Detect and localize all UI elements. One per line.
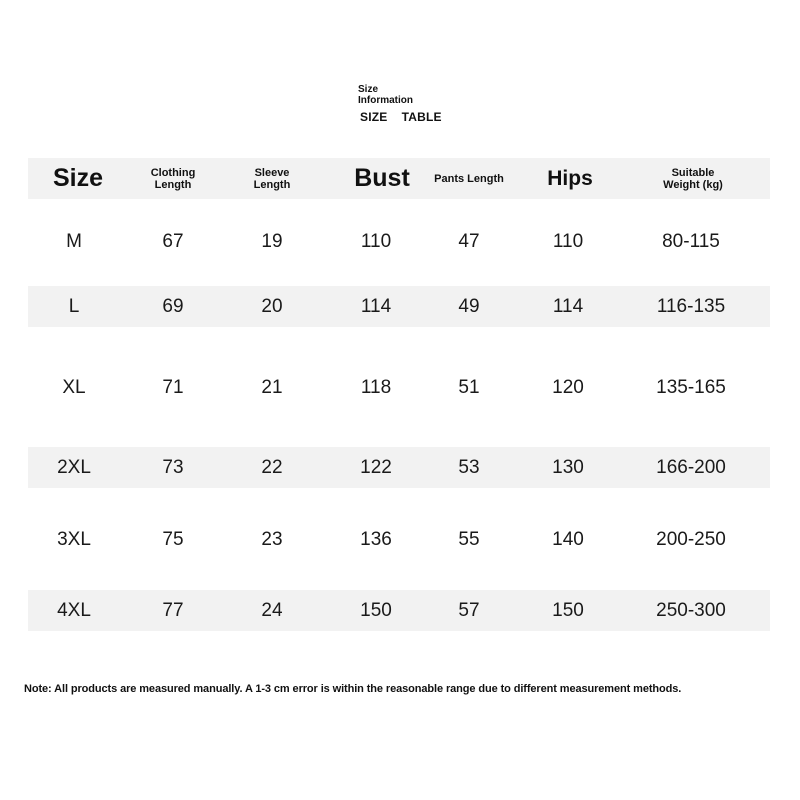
cell-sleeve-length: 24 (261, 599, 283, 621)
cell-pants-length: 49 (458, 295, 480, 317)
cell-sleeve-length: 20 (261, 295, 283, 317)
header-clothing-length: Clothing Length (150, 166, 196, 191)
cell-hips: 110 (552, 231, 584, 252)
cell-size: XL (62, 377, 86, 398)
cell-bust: 110 (360, 231, 392, 252)
cell-clothing-length: 69 (162, 295, 184, 317)
cell-size: 3XL (57, 529, 91, 550)
header-size: Size (52, 164, 104, 192)
cell-bust: 122 (360, 456, 392, 478)
header-sleeve-length: Sleeve Length (253, 166, 291, 191)
cell-bust: 114 (360, 295, 392, 317)
cell-pants-length: 53 (458, 456, 480, 478)
table-row (28, 220, 770, 264)
table-row (28, 286, 770, 327)
cell-hips: 120 (552, 377, 584, 398)
title-size: Size (358, 84, 379, 95)
cell-hips: 150 (552, 599, 584, 621)
table-row (28, 590, 770, 631)
title-size-table: SIZE TABLE (360, 110, 442, 124)
cell-hips: 114 (552, 295, 584, 317)
table-row (28, 518, 770, 562)
cell-size: 4XL (57, 599, 91, 621)
cell-suitable-weight: 116-135 (656, 295, 726, 317)
cell-clothing-length: 77 (162, 599, 184, 621)
cell-pants-length: 51 (458, 377, 480, 398)
cell-clothing-length: 67 (162, 231, 184, 252)
cell-suitable-weight: 250-300 (656, 599, 726, 621)
cell-hips: 130 (552, 456, 584, 478)
header-hips: Hips (547, 166, 593, 190)
cell-suitable-weight: 80-115 (662, 231, 720, 252)
cell-size: M (66, 231, 82, 252)
cell-sleeve-length: 23 (261, 529, 283, 550)
cell-suitable-weight: 166-200 (656, 456, 726, 478)
cell-pants-length: 57 (458, 599, 480, 621)
cell-sleeve-length: 21 (261, 377, 283, 398)
title-information: Information (358, 95, 413, 106)
header-pants-length: Pants Length (434, 172, 504, 185)
table-header-row (28, 158, 770, 199)
cell-clothing-length: 71 (162, 377, 184, 398)
cell-size: L (68, 295, 80, 317)
cell-sleeve-length: 19 (261, 231, 283, 252)
cell-hips: 140 (552, 529, 584, 550)
table-title (358, 84, 478, 124)
header-bust: Bust (354, 164, 410, 192)
table-row (28, 447, 770, 488)
cell-suitable-weight: 135-165 (656, 377, 726, 398)
measurement-note: Note: All products are measured manually. A 1-3 cm error is within the reasonable range due to different measurement methods. (24, 683, 682, 695)
cell-sleeve-length: 22 (261, 456, 283, 478)
cell-bust: 118 (360, 377, 392, 398)
cell-clothing-length: 73 (162, 456, 184, 478)
cell-pants-length: 47 (458, 231, 480, 252)
cell-bust: 136 (360, 529, 392, 550)
cell-size: 2XL (57, 456, 91, 478)
header-suitable-weight: Suitable Weight (kg) (663, 166, 723, 191)
cell-bust: 150 (360, 599, 392, 621)
cell-pants-length: 55 (458, 529, 480, 550)
cell-clothing-length: 75 (162, 529, 184, 550)
table-row (28, 366, 770, 410)
cell-suitable-weight: 200-250 (656, 529, 726, 550)
